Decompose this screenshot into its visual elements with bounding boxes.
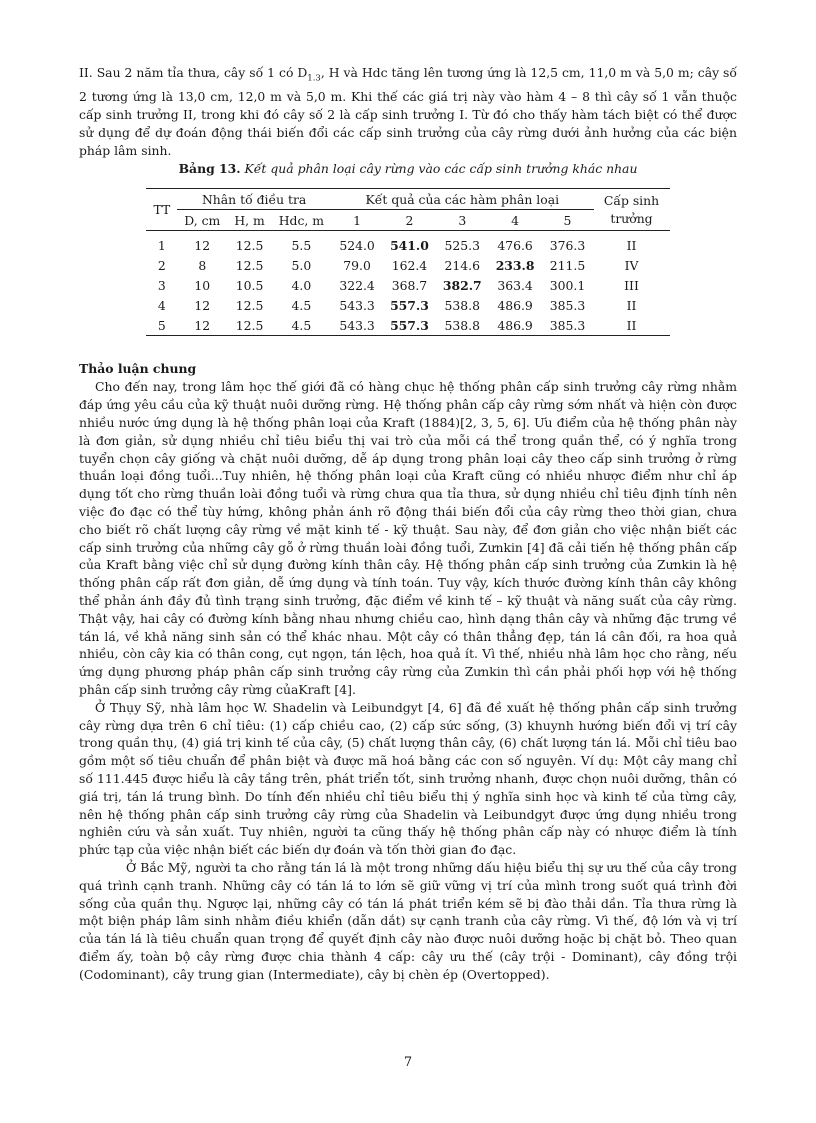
body-paragraph: Cho đến nay, trong lâm học thế giới đã có hàng chục hệ thống phân cấp sinh trưởng cây rừng nhằm đáp ứng yêu cầu của kỹ thuật nuôi dưỡng rừng. Hệ thống phân cấp cây rừng sớm nhất và hiện còn được nhiều nước ứng dụng là hệ thống phân loại của Kraft (1884)[2, 3, 5, 6]. Ưu điểm của hệ thống phân này là đơn giản, sử dụng nhiều chỉ tiêu biểu thị vai trò của mỗi cá thể trong quần thể, có ý nghĩa trong tuyển chọn cây giống và chặt nuôi dưỡng, dễ áp dụng trong phân loại cây theo cấp sinh trưởng ở rừng thuần loại đồng tuổi...Tuy nhiên, hệ thống phân loại của Kraft cũng có nhiều nhược điểm như chỉ áp dụng tốt cho rừng thuần loài đồng tuổi và rừng chưa qua tỉa thưa, sử dụng nhiều chỉ tiêu định tính nên việc đo đạc có thể tùy hứng, không phản ánh rõ động thái biến đổi của cây rừng theo thời gian, chưa cho biết rõ chất lượng cây rừng về mặt kinh tế - kỹ thuật. Sau này, để đơn giản cho việc nhận biết các cấp sinh trưởng của những cây gỗ ở rừng thuần loài đồng tuổi, Zưnkin [4] đã cải tiến hệ thống phân cấp của Kraft bằng việc chỉ sử dụng đường kính thân cây. Hệ thống phân cấp sinh trưởng của Zưnkin là hệ thống phân cấp rất đơn giản, dễ ứng dụng và tính toán. Tuy vậy, kích thước đường kính thân cây không thể phản ánh đầy đủ tình trạng sinh trưởng, đặc điểm về kinh tế – kỹ thuật và năng suất của cây rừng. Thật vậy, hai cây có đường kính bằng nhau nhưng chiều cao, hình dạng thân cây và những đặc trưng về tán lá, về khả năng sinh sản có thể khác nhau. Một cây có thân thẳng đẹp, tán lá cân đối, ra hoa quả nhiều, còn cây kia có thân cong, cụt ngọn, tán lệch, hoa quả ít. Vì thế, nhiều nhà lâm học cho rằng, nếu ứng dụng phương pháp phân cấp sinh trưởng cây rừng của Zưnkin thì cần phải phối hợp với hệ thống phân cấp sinh trưởng cây rừng củaKraft [4].: [79, 379, 737, 697]
cell-hdc: 5.5: [291, 237, 312, 253]
table-row: [146, 315, 669, 336]
cell-f4: 486.9: [497, 297, 533, 313]
intro-paragraph: [79, 64, 737, 159]
cell-f3: 538.8: [436, 315, 489, 336]
cell-d: 12: [177, 315, 227, 336]
header-growth-class: Cấp sinh trưởng: [594, 189, 670, 231]
subheader-f1: 1: [331, 210, 383, 231]
cell-f2: 541.0: [390, 237, 429, 253]
cell-f4: 233.8: [495, 257, 535, 273]
cell-f2: 368.7: [391, 277, 428, 293]
subheader-d: D, cm: [177, 210, 227, 231]
cell-f3: 214.6: [444, 257, 481, 273]
header-tt: TT: [146, 189, 177, 231]
cell-d: 12: [194, 297, 211, 313]
cell-f5: 300.1: [549, 277, 586, 293]
table-row: [146, 231, 669, 256]
cell-f1: 543.3: [331, 315, 383, 336]
cell-d: 8: [198, 257, 207, 273]
cell-class: II: [594, 315, 670, 336]
cell-hdc: 4.5: [272, 315, 331, 336]
table-title: Kết quả phân loại cây rừng vào các cấp sinh trưởng khác nhau: [240, 161, 638, 177]
subheader-f5: 5: [542, 210, 594, 231]
cell-class: IV: [624, 257, 639, 273]
subheader-f2: 2: [383, 210, 436, 231]
cell-hdc: 5.0: [291, 257, 312, 273]
cell-f1: 524.0: [339, 237, 375, 253]
cell-f5: 376.3: [549, 237, 586, 253]
table-row: [146, 275, 669, 295]
cell-h: 10.5: [235, 277, 264, 293]
cell-hdc: 4.5: [291, 297, 312, 313]
cell-hdc: 4.0: [291, 277, 312, 293]
cell-f5: 211.5: [549, 257, 586, 273]
cell-tt: 3: [157, 277, 166, 293]
subheader-f3: 3: [436, 210, 489, 231]
cell-f2: 557.3: [390, 297, 429, 313]
cell-h: 12.5: [227, 315, 271, 336]
table-row: [146, 255, 669, 275]
cell-f1: 543.3: [339, 297, 375, 313]
cell-f3: 525.3: [444, 237, 481, 253]
cell-d: 10: [194, 277, 211, 293]
subheader-hdc: Hdc, m: [272, 210, 331, 231]
cell-f2: 557.3: [383, 315, 436, 336]
cell-f1: 79.0: [343, 257, 371, 273]
cell-h: 12.5: [235, 257, 264, 273]
intro-text-part1: II. Sau 2 năm tỉa thưa, cây số 1 có D: [79, 65, 308, 80]
body-paragraph: Ở Thụy Sỹ, nhà lâm học W. Shadelin và Leibundgyt [4, 6] đã đề xuất hệ thống phân cấp sinh trưởng cây rừng dựa trên 6 chỉ tiêu: (1) cấp chiều cao, (2) cấp sức sống, (3) khuynh hướng biến đổi vị trí cây trong quần thụ, (4) giá trị kinh tế của cây, (5) chất lượng thân cây, (6) chất lượng tán lá. Mỗi chỉ tiêu bao gồm một số tiêu chuẩn để phân biệt và được mã hoá bằng các con số nguyên. Ví dụ: Một cây mang chỉ số 111.445 được hiểu là cây tầng trên, phát triển tốt, sinh trưởng nhanh, được chọn nuôi dưỡng, thân có giá trị, tán lá trung bình. Do tính đến nhiều chỉ tiêu biểu thị ý nghĩa sinh học và kinh tế của từng cây, nên hệ thống phân cấp sinh trưởng cây rừng của Shadelin và Leibundgyt được ứng dụng nhiều trong nghiên cứu và sản xuất. Tuy nhiên, người ta cũng thấy hệ thống phân cấp này có nhược điểm là tính phức tạp của việc nhận biết các biến dự đoán và tốn thời gian đo đạc.: [79, 699, 737, 858]
cell-class: II: [626, 237, 637, 253]
cell-tt: 2: [157, 257, 166, 273]
page-number: 7: [403, 1055, 413, 1070]
body-paragraph: Ở Bắc Mỹ, người ta cho rằng tán lá là một trong những dấu hiệu biểu thị sự ưu thế của cây trong quá trình cạnh tranh. Những cây có tán lá to lớn sẽ giữ vững vị trí của mình trong suốt quá trình đời sống của quần thụ. Ngược lại, những cây có tán lá phát triển kém sẽ bị đào thải dần. Tỉa thưa rừng là một biện pháp lâm sinh nhằm điều khiển (dẫn dắt) sự cạnh tranh của cây rừng. Vì thế, độ lớn và vị trí của tán lá là tiêu chuẩn quan trọng để quyết định cây nào được nuôi dưỡng hoặc bị chặt bỏ. Theo quan điểm ấy, toàn bộ cây rừng được chia thành 4 cấp: cây ưu thế (cây trội - Dominant), cây đồng trội (Codominant), cây trung gian (Intermediate), cây bị chèn ép (Overtopped).: [79, 859, 737, 982]
subheader-h: H, m: [227, 210, 271, 231]
cell-f4: 363.4: [497, 277, 533, 293]
cell-f4: 476.6: [497, 237, 533, 253]
header-function-results: Kết quả của các hàm phân loại: [331, 189, 593, 210]
table-row: [146, 295, 669, 315]
cell-d: 12: [194, 237, 211, 253]
cell-f1: 322.4: [339, 277, 375, 293]
subheader-f4: 4: [489, 210, 542, 231]
cell-h: 12.5: [235, 237, 264, 253]
cell-f3: 382.7: [442, 277, 482, 293]
cell-f3: 538.8: [444, 297, 481, 313]
intro-subscript: 1.3: [307, 73, 321, 84]
cell-h: 12.5: [235, 297, 264, 313]
table-caption: [79, 160, 737, 178]
cell-tt: 5: [146, 315, 177, 336]
cell-class: II: [626, 297, 637, 313]
cell-f5: 385.3: [549, 297, 586, 313]
intro-text-part2: , H và Hdc tăng lên tương ứng là 12,5 cm, 11,0 m và 5,0 m; cây số 2 tương ứng là 13,0 cm, 12,0 m và 5,0 m. Khi thế các giá trị này vào hàm 4 – 8 thì cây số 1 vẫn thuộc cấp sinh trưởng II, trong khi đó cây số 2 là cấp sinh trưởng I. Từ đó cho thấy hàm tách biệt có thể được sử dụng để dự đoán động thái biến đổi các cấp sinh trưởng của cây rừng dưới ảnh hưởng của các biện pháp lâm sinh.: [79, 65, 737, 158]
cell-f2: 162.4: [391, 257, 428, 273]
cell-tt: 4: [157, 297, 166, 313]
section-title: Thảo luận chung: [79, 361, 197, 377]
cell-f5: 385.3: [542, 315, 594, 336]
classification-table: [146, 188, 669, 336]
table-label: Bảng 13.: [178, 161, 241, 177]
header-survey-factors: Nhân tố điều tra: [177, 189, 331, 210]
cell-tt: 1: [157, 237, 166, 253]
document-page: [79, 64, 737, 984]
cell-f4: 486.9: [489, 315, 542, 336]
cell-class: III: [624, 277, 639, 293]
